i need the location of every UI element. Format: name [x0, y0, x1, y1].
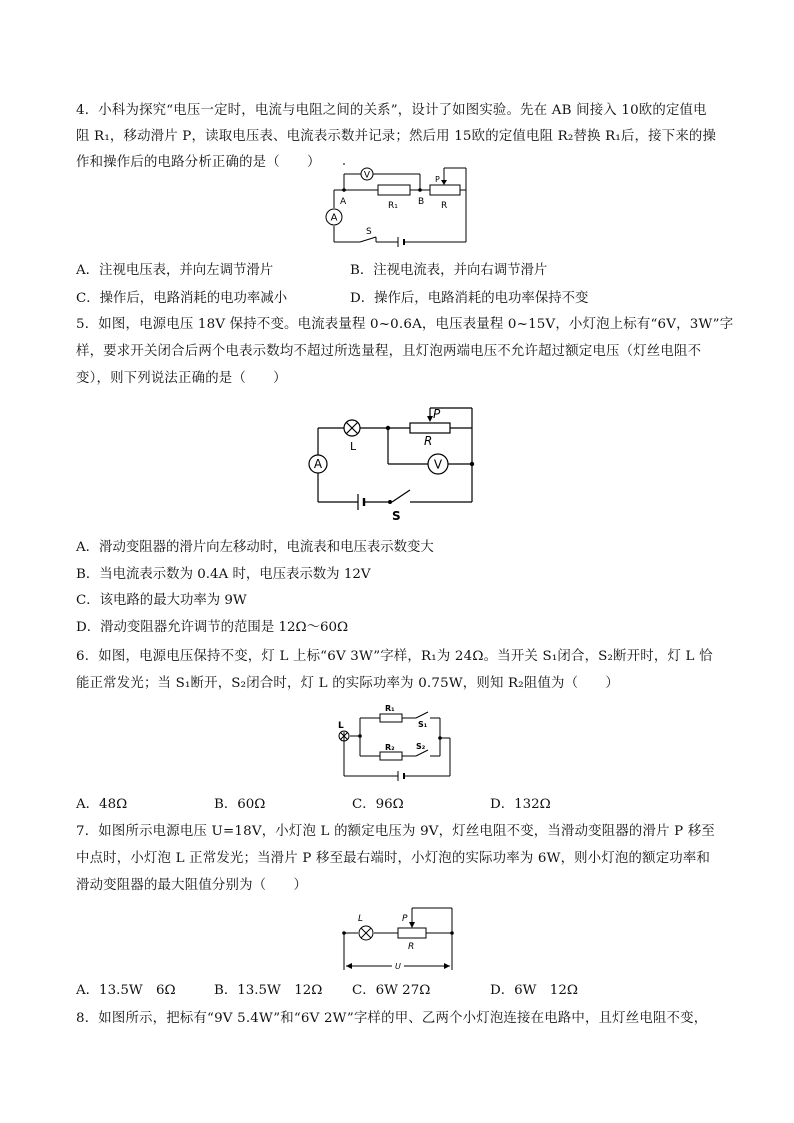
- q7-label-p: P: [402, 914, 408, 924]
- q4-junction-a: [342, 188, 346, 192]
- q4-stem-line-2: 阻 R₁，移动滑片 P，读取电压表、电流表示数并记录；然后用 15欧的定值电阻 R₂替换 R₁后，接下来的操: [76, 129, 717, 144]
- q7-stem-line-1: 7．如图所示电源电压 U=18V，小灯泡 L 的额定电压为 9V，灯丝电阻不变，当滑动变阻器的滑片 P 移至: [76, 824, 716, 839]
- q7-arrow-left: [346, 963, 352, 969]
- q4-ammeter-symbol: A: [330, 212, 338, 224]
- q4-label-s: S: [366, 227, 372, 237]
- q5-label-r: R: [424, 434, 433, 448]
- q5-circuit-diagram: [300, 404, 490, 524]
- q6-stem-line-2: 能正常发光；当 S₁断开，S₂闭合时，灯 L 的实际功率为 0.75W，则知 R₂阻值为（ ）: [76, 676, 619, 691]
- q4-label-b: B: [418, 197, 425, 207]
- q7-option-c[interactable]: C．6W 27Ω: [352, 983, 431, 998]
- q7-circuit-diagram: [336, 904, 462, 976]
- q7-label-u: U: [395, 962, 401, 971]
- q5-stem-line-3: 变），则下列说法正确的是（ ）: [76, 371, 287, 386]
- q5-label-p: P: [433, 407, 441, 421]
- q4-option-a[interactable]: A．注视电压表，并向左调节滑片: [76, 263, 274, 278]
- q5-switch-pivot: [388, 500, 392, 504]
- q5-stem-line-1: 5．如图，电源电压 18V 保持不变。电流表量程 0~0.6A，电压表量程 0~15V，小灯泡上标有“6V，3W”字: [76, 317, 734, 332]
- q4-circuit-diagram: [320, 160, 480, 250]
- q5-label-s: S: [392, 509, 401, 523]
- q4-label-a: A: [340, 197, 347, 207]
- q4-option-b[interactable]: B．注视电流表，并向右调节滑片: [350, 263, 548, 278]
- q4-label-r: R: [441, 201, 448, 211]
- q6-junction-left: [358, 734, 362, 738]
- q4-option-d[interactable]: D．操作后，电路消耗的电功率保持不变: [350, 291, 589, 306]
- q7-stem-line-2: 中点时，小灯泡 L 正常发光；当滑片 P 移至最右端时，小灯泡的实际功率为 6W，则小灯泡的额定功率和: [76, 851, 711, 866]
- q4-stem-line-3: 作和操作后的电路分析正确的是（ ）: [76, 155, 321, 170]
- q7-arrow-right: [444, 963, 450, 969]
- q6-option-c[interactable]: C．96Ω: [352, 797, 404, 812]
- q7-option-a[interactable]: A．13.5W 6Ω: [76, 983, 176, 998]
- q6-option-a[interactable]: A．48Ω: [76, 797, 128, 812]
- q6-stem-line-1: 6．如图，电源电压保持不变，灯 L 上标“6V 3W”字样，R₁为 24Ω。当开关 S₁闭合，S₂断开时，灯 L 恰: [76, 649, 713, 664]
- q6-junction-right: [438, 736, 442, 740]
- q5-junction-right: [470, 462, 474, 466]
- q6-label-r2: R₂: [385, 743, 395, 752]
- q5-junction-left: [386, 426, 390, 430]
- q5-option-c[interactable]: C．该电路的最大功率为 9W: [76, 593, 247, 608]
- q7-option-d[interactable]: D．6W 12Ω: [490, 983, 578, 998]
- q4-label-r1: R₁: [388, 201, 398, 211]
- q7-stem-line-3: 滑动变阻器的最大阻值分别为（ ）: [76, 878, 308, 893]
- q4-label-p: P: [435, 175, 440, 184]
- q4-junction-b: [418, 188, 422, 192]
- q5-voltmeter-symbol: V: [433, 457, 443, 472]
- q4-stem-line-1: 4．小科为探究“电压一定时，电流与电阻之间的关系”，设计了如图实验。先在 AB 间接入 10欧的定值电: [76, 103, 707, 118]
- q7-option-b[interactable]: B．13.5W 12Ω: [214, 983, 323, 998]
- q4-voltmeter-symbol: V: [363, 170, 371, 181]
- q6-label-l: L: [338, 721, 344, 731]
- q6-label-s2: S₂: [416, 742, 426, 751]
- q6-label-r1: R₁: [385, 704, 395, 713]
- q7-slider-arrow: [409, 922, 415, 928]
- q8-stem-line-1: 8．如图所示，把标有“9V 5.4W”和“6V 2W”字样的甲、乙两个小灯泡连接在电路中，且灯丝电阻不变，: [76, 1011, 708, 1026]
- q5-stem-line-2: 样，要求开关闭合后两个电表示数均不超过所选量程，且灯泡两端电压不允许超过额定电压（灯丝电阻不: [76, 344, 702, 359]
- q5-label-l: L: [350, 440, 357, 453]
- q7-terminal-right: [450, 931, 454, 935]
- q6-label-s1: S₁: [418, 720, 428, 729]
- q6-option-d[interactable]: D．132Ω: [490, 797, 551, 812]
- q4-slider-arrow: [441, 180, 447, 185]
- q5-option-d[interactable]: D．滑动变阻器允许调节的范围是 12Ω～60Ω: [76, 620, 349, 635]
- q6-circuit-diagram: [336, 700, 460, 782]
- q7-label-l: L: [358, 914, 364, 924]
- q5-option-b[interactable]: B．当电流表示数为 0.4A 时，电压表示数为 12V: [76, 567, 371, 582]
- q5-ammeter-symbol: A: [313, 457, 323, 471]
- q5-option-a[interactable]: A．滑动变阻器的滑片向左移动时，电流表和电压表示数变大: [76, 540, 434, 555]
- q4-option-c[interactable]: C．操作后，电路消耗的电功率减小: [76, 291, 288, 306]
- q6-option-b[interactable]: B．60Ω: [214, 797, 266, 812]
- q7-terminal-left: [342, 931, 346, 935]
- q7-label-r: R: [408, 942, 415, 952]
